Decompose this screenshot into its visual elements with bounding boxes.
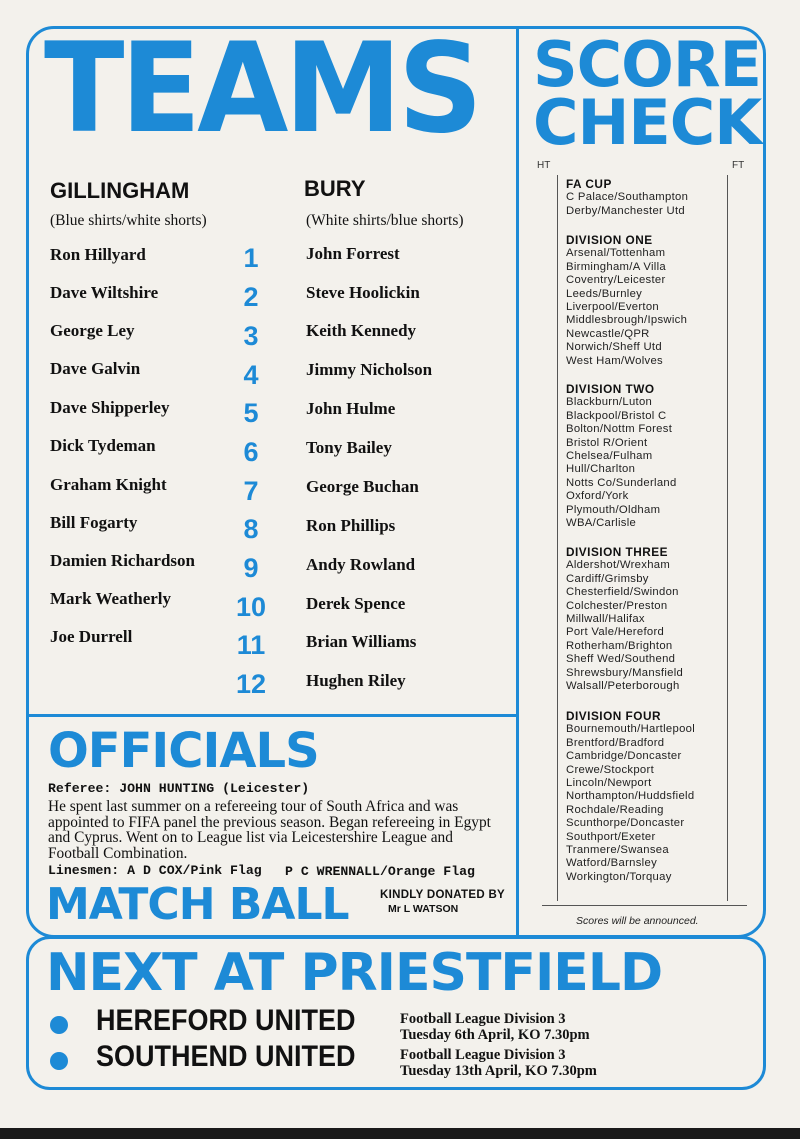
score-check-title — [533, 28, 762, 159]
away-player: Ron Phillips — [306, 516, 396, 535]
away-player: Keith Kennedy — [306, 321, 417, 340]
score-check-title-line2: CHECK — [533, 85, 762, 159]
next-match-competition: Football League Division 3 — [400, 1047, 566, 1063]
next-at-title: NEXT AT PRIESTFIELD — [46, 943, 663, 1003]
fixture: Cambridge/Doncaster — [566, 750, 682, 763]
home-player: Dick Tydeman — [50, 436, 156, 455]
score-section-division-two — [566, 383, 677, 530]
fixture: Walsall/Peterborough — [566, 680, 680, 693]
shirt-number: 12 — [235, 669, 267, 699]
teams-title: TEAMS — [44, 15, 479, 161]
page-bottom-edge — [0, 1128, 800, 1139]
fixture: Newcastle/QPR — [566, 327, 650, 340]
section-heading: DIVISION ONE — [566, 233, 653, 247]
away-player: Brian Williams — [306, 632, 417, 651]
match-ball-donor — [380, 888, 505, 916]
home-player: Mark Weatherly — [50, 589, 172, 608]
bullet-icon — [50, 1016, 68, 1034]
home-player: Graham Knight — [50, 475, 167, 494]
home-player: Dave Galvin — [50, 359, 141, 378]
next-match-competition: Football League Division 3 — [400, 1011, 566, 1027]
score-section-division-one — [566, 234, 687, 368]
fixture: Norwich/Sheff Utd — [566, 341, 662, 354]
home-player: Ron Hillyard — [50, 245, 146, 264]
fixture: C Palace/Southampton — [566, 191, 689, 204]
shirt-number: 4 — [243, 360, 259, 390]
away-team-name: BURY — [304, 176, 366, 201]
fixture: Middlesbrough/Ipswich — [566, 314, 688, 327]
teams-score-divider — [516, 28, 519, 936]
shirt-number: 11 — [236, 630, 266, 660]
away-player: Jimmy Nicholson — [306, 360, 433, 379]
score-footer: Scores will be announced. — [576, 915, 699, 927]
away-player: Derek Spence — [306, 594, 406, 613]
home-team-kit: (Blue shirts/white shorts) — [50, 212, 207, 229]
section-heading: DIVISION FOUR — [566, 709, 661, 723]
fixture: Liverpool/Everton — [566, 301, 660, 314]
fixture: WBA/Carlisle — [566, 517, 637, 530]
away-player: Andy Rowland — [306, 555, 416, 574]
fixture: Southport/Exeter — [566, 830, 656, 843]
officials-title: OFFICIALS — [48, 723, 319, 779]
fixture: Chesterfield/Swindon — [566, 586, 679, 599]
score-section-fa-cup — [566, 178, 688, 218]
home-team-name: GILLINGHAM — [50, 178, 190, 203]
home-player: Dave Wiltshire — [50, 283, 159, 302]
next-match-detail — [400, 1011, 590, 1043]
fixture: Aldershot/Wrexham — [566, 559, 671, 572]
fixture: Rochdale/Reading — [566, 803, 664, 816]
home-player: Damien Richardson — [50, 551, 195, 570]
away-team-kit: (White shirts/blue shorts) — [306, 212, 464, 229]
away-player: John Hulme — [306, 399, 396, 418]
shirt-number: 6 — [243, 437, 259, 467]
away-player: John Forrest — [306, 244, 400, 263]
score-check-title-line1: SCORE — [533, 28, 761, 101]
fixture: Brentford/Bradford — [566, 736, 665, 749]
donated-by-label: KINDLY DONATED BY — [380, 889, 506, 901]
ht-column-line — [557, 175, 558, 901]
fixture: Chelsea/Fulham — [566, 450, 653, 463]
fixture: Colchester/Preston — [566, 599, 668, 612]
ft-label: FT — [732, 160, 745, 171]
fixture: Blackpool/Bristol C — [566, 409, 667, 422]
ft-column-line — [727, 175, 728, 901]
fixture: Plymouth/Oldham — [566, 503, 661, 516]
fixture: Rotherham/Brighton — [566, 639, 673, 652]
fixture: Port Vale/Hereford — [566, 626, 665, 639]
referee-bio: He spent last summer on a refereeing tour of South Africa and was appointed to FIFA panel the previous season. Began refereeing in Egypt and Cyprus. Went on to League list via Leicestershire League and Football Combination. — [48, 798, 491, 862]
shirt-number: 8 — [243, 514, 259, 544]
fixture: Crewe/Stockport — [566, 763, 655, 776]
away-player: Hughen Riley — [306, 671, 406, 690]
fixture: Birmingham/A Villa — [566, 260, 666, 273]
fixture: West Ham/Wolves — [566, 354, 663, 367]
fixture: Bolton/Nottm Forest — [566, 423, 673, 436]
home-player: George Ley — [50, 321, 135, 340]
fixture: Watford/Barnsley — [566, 857, 658, 870]
fixture: Derby/Manchester Utd — [566, 204, 686, 217]
fixture: Oxford/York — [566, 490, 629, 503]
next-team-name: SOUTHEND UNITED — [96, 1040, 356, 1073]
section-heading: DIVISION THREE — [566, 545, 669, 559]
score-section-division-three — [566, 546, 683, 693]
fixture: Hull/Charlton — [566, 463, 636, 476]
linesman-1: Linesmen: A D COX/Pink Flag — [48, 863, 262, 878]
shirt-number: 10 — [235, 592, 267, 622]
fixture: Leeds/Burnley — [566, 287, 643, 300]
fixture: Tranmere/Swansea — [566, 844, 669, 857]
home-player: Bill Fogarty — [50, 513, 138, 532]
fixture: Lincoln/Newport — [566, 777, 652, 790]
fixture: Scunthorpe/Doncaster — [566, 817, 685, 830]
fixture: Coventry/Leicester — [566, 274, 666, 287]
fixture: Workington/Torquay — [566, 870, 672, 883]
score-check-bottom-rule — [542, 905, 747, 906]
fixture: Arsenal/Tottenham — [566, 247, 666, 260]
home-player: Dave Shipperley — [50, 398, 170, 417]
next-match-detail — [400, 1047, 597, 1079]
away-player: Tony Bailey — [306, 438, 392, 457]
next-match-date: Tuesday 13th April, KO 7.30pm — [400, 1063, 597, 1079]
fixture: Northampton/Huddsfield — [566, 790, 695, 803]
referee-line: Referee: JOHN HUNTING (Leicester) — [48, 781, 310, 796]
shirt-number: 1 — [243, 243, 259, 273]
next-team-name: HEREFORD UNITED — [96, 1004, 356, 1037]
match-ball-title: MATCH BALL — [46, 879, 349, 930]
teams-officials-divider — [28, 714, 518, 717]
linesman-2: P C WRENNALL/Orange Flag — [285, 864, 475, 879]
shirt-number: 2 — [243, 282, 259, 312]
fixture: Shrewsbury/Mansfield — [566, 666, 684, 679]
ht-label: HT — [537, 160, 551, 171]
shirt-number: 7 — [243, 476, 259, 506]
donor-name: Mr L WATSON — [388, 903, 459, 915]
shirt-number: 5 — [243, 398, 259, 428]
section-heading: DIVISION TWO — [566, 382, 655, 396]
shirt-number: 9 — [243, 553, 259, 583]
shirt-number: 3 — [243, 321, 259, 351]
score-section-division-four — [566, 710, 695, 884]
home-player: Joe Durrell — [50, 627, 133, 646]
away-player: Steve Hoolickin — [306, 283, 420, 302]
next-match-date: Tuesday 6th April, KO 7.30pm — [400, 1027, 590, 1043]
fixture: Bournemouth/Hartlepool — [566, 723, 696, 736]
fixture: Blackburn/Luton — [566, 396, 653, 409]
away-player: George Buchan — [306, 477, 419, 496]
section-heading: FA CUP — [566, 177, 612, 191]
fixture: Cardiff/Grimsby — [566, 572, 649, 585]
fixture: Notts Co/Sunderland — [566, 476, 677, 489]
bullet-icon — [50, 1052, 68, 1070]
fixture: Bristol R/Orient — [566, 436, 648, 449]
fixture: Millwall/Halifax — [566, 613, 645, 626]
fixture: Sheff Wed/Southend — [566, 653, 676, 666]
